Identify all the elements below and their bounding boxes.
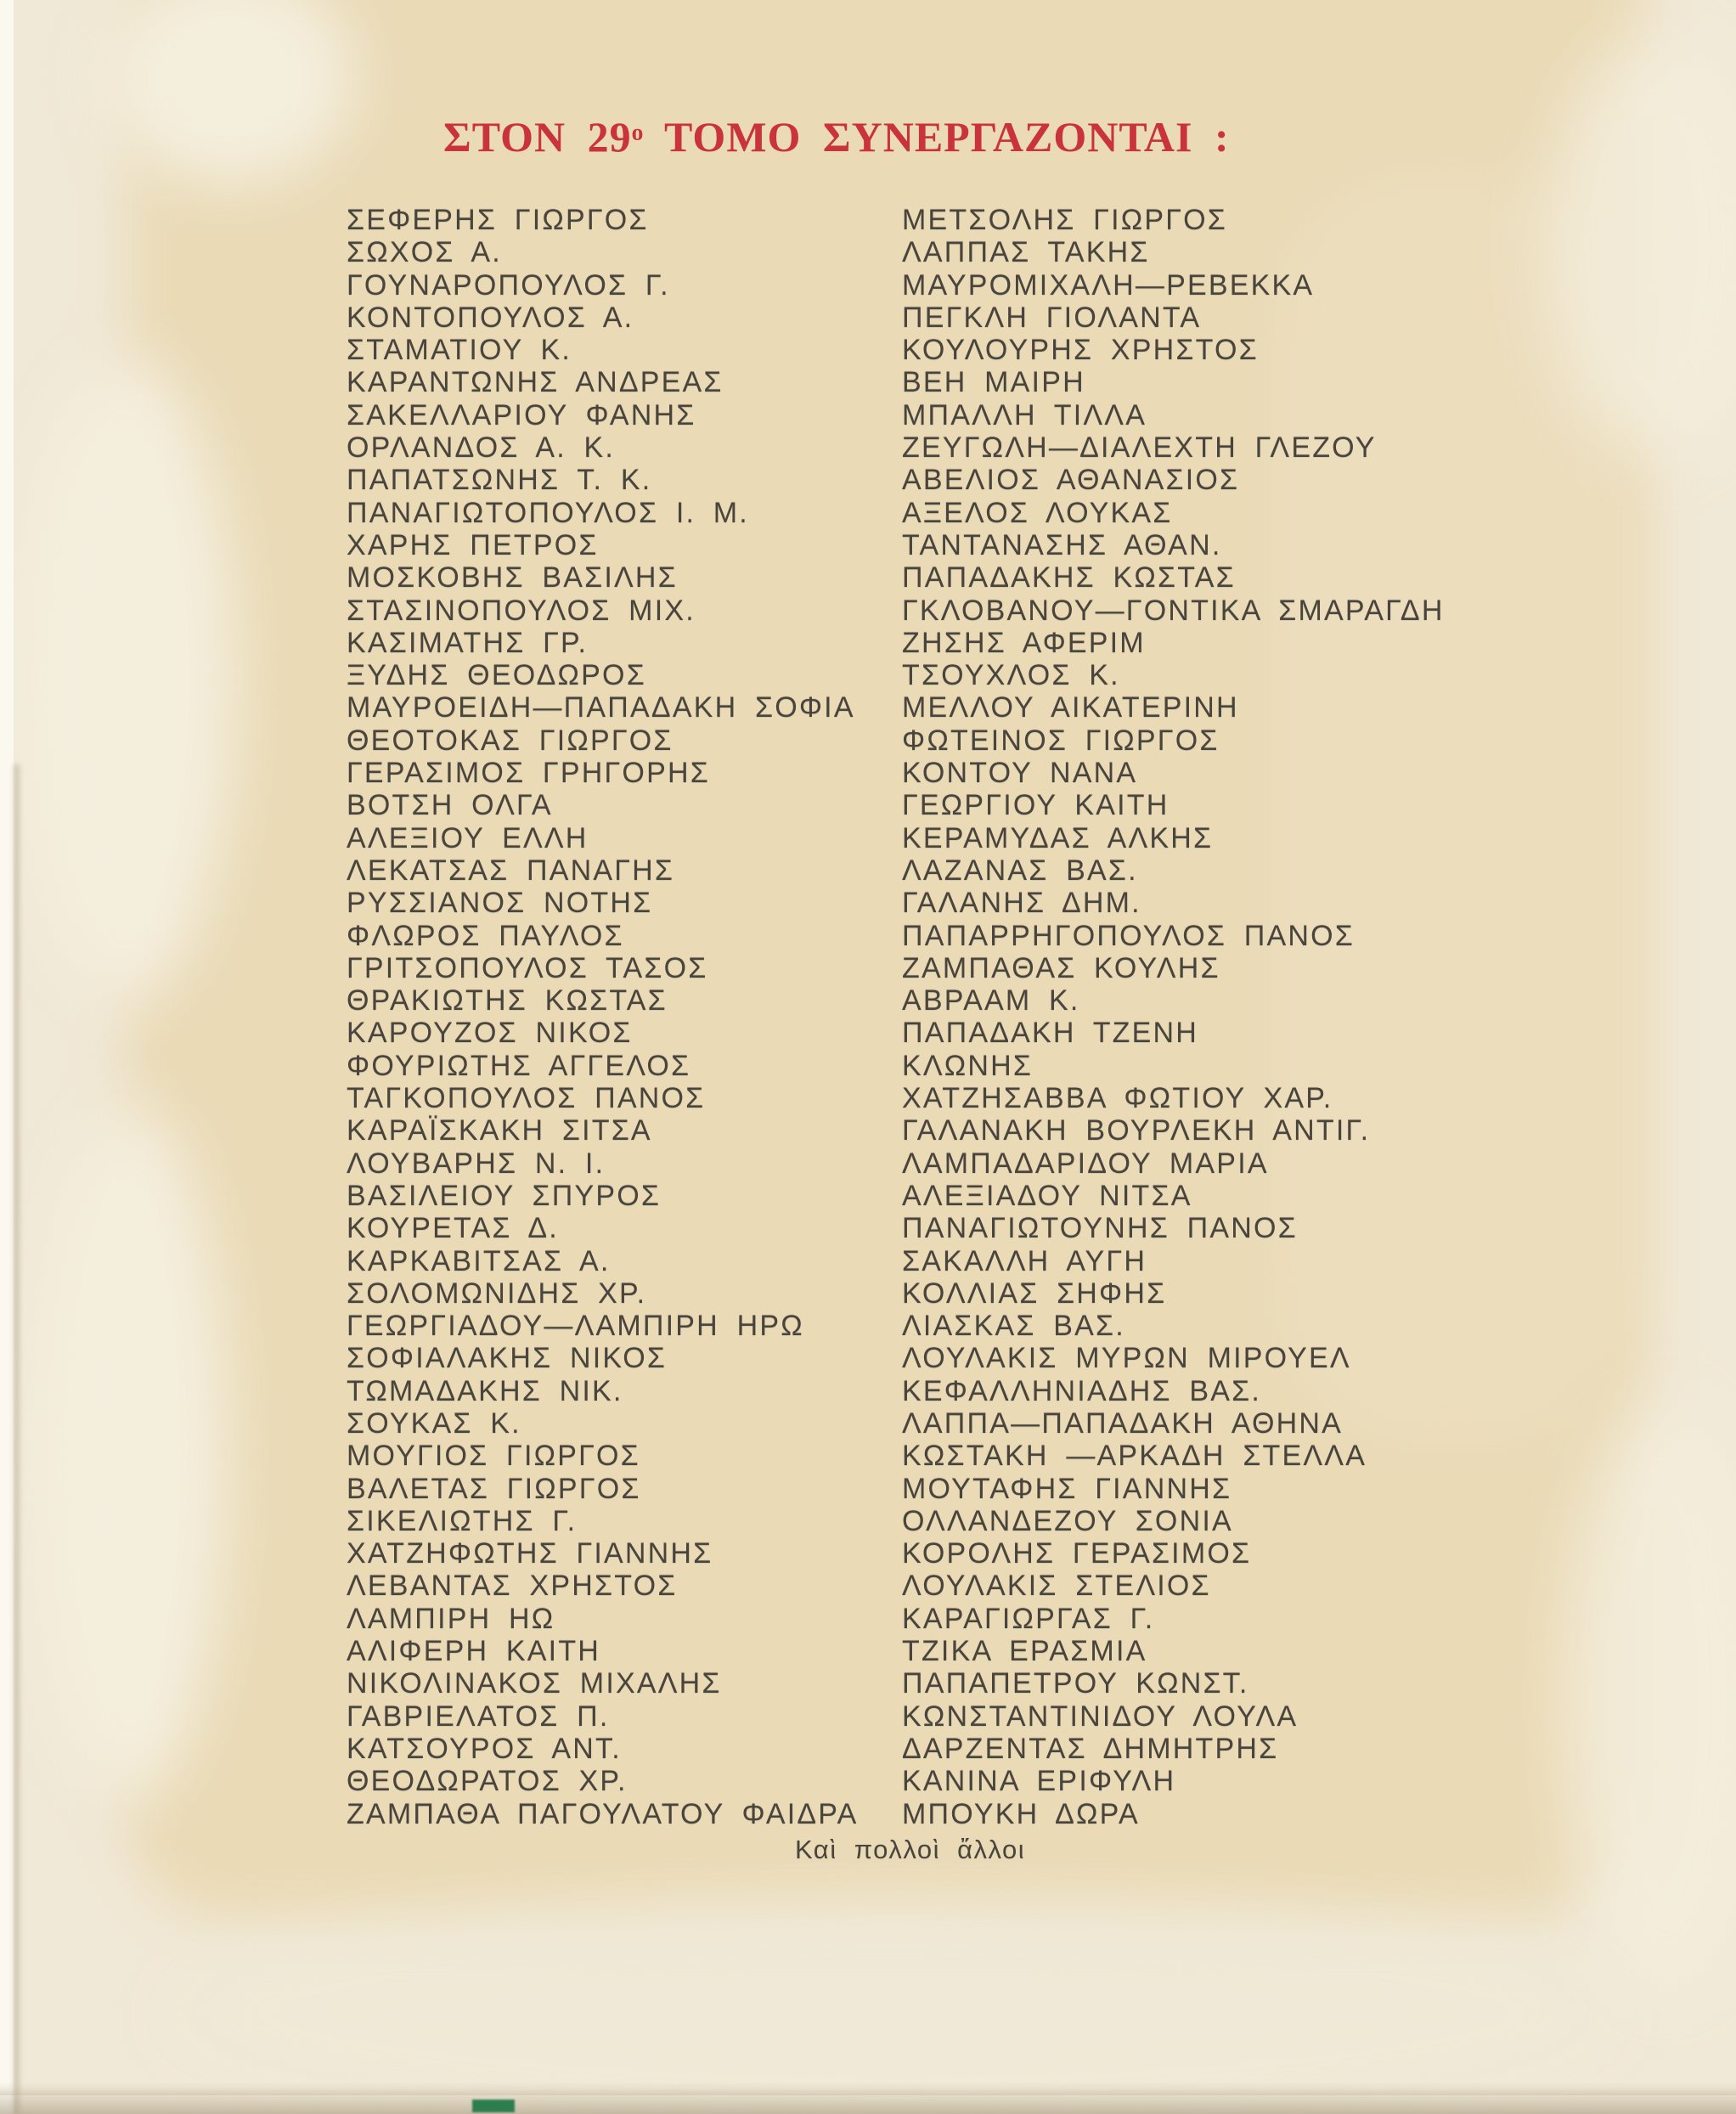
contributor-name: ΖΑΜΠΑΘΑΣ ΚΟΥΛΗΣ	[902, 951, 1220, 984]
contributor-name: ΚΩΣΤΑΚΗ —ΑΡΚΑΔΗ ΣΤΕΛΛΑ	[902, 1440, 1367, 1473]
contributor-name: ΞΥΔΗΣ ΘΕΟΔΩΡΟΣ	[347, 659, 646, 692]
contributor-name: ΠΑΠΑΤΣΩΝΗΣ Τ. Κ.	[347, 464, 652, 497]
contributor-name: ΖΕΥΓΩΛΗ—ΔΙΑΛΕΧΤΗ ΓΛΕΖΟΥ	[902, 431, 1377, 465]
contributor-name: ΣΙΚΕΛΙΩΤΗΣ Γ.	[347, 1504, 578, 1537]
contributor-name: ΛΕΒΑΝΤΑΣ ΧΡΗΣΤΟΣ	[347, 1570, 678, 1603]
contributor-name: ΓΑΛΑΝΗΣ ΔΗΜ.	[902, 887, 1141, 920]
contributor-name: ΔΑΡΖΕΝΤΑΣ ΔΗΜΗΤΡΗΣ	[902, 1732, 1279, 1765]
contributor-name: ΚΑΣΙΜΑΤΗΣ ΓΡ.	[347, 626, 589, 659]
contributor-name: ΚΟΥΡΕΤΑΣ Δ.	[347, 1212, 559, 1245]
page-title	[443, 112, 1230, 161]
contributor-name: ΑΞΕΛΟΣ ΛΟΥΚΑΣ	[902, 496, 1173, 529]
contributor-name: ΚΑΤΣΟΥΡΟΣ ΑΝΤ.	[347, 1732, 622, 1765]
contributor-name: ΚΛΩΝΗΣ	[902, 1049, 1034, 1082]
contributor-name: ΦΩΤΕΙΝΟΣ ΓΙΩΡΓΟΣ	[902, 724, 1220, 757]
contributors-column-left	[347, 204, 859, 1830]
contributor-name: ΜΕΛΛΟΥ ΑΙΚΑΤΕΡΙΝΗ	[902, 691, 1239, 724]
contributor-name: ΠΑΝΑΓΙΩΤΟΠΟΥΛΟΣ Ι. Μ.	[347, 496, 749, 529]
paper-light-patch	[34, 1104, 229, 1801]
contributor-name: ΣΤΑΣΙΝΟΠΟΥΛΟΣ ΜΙΧ.	[347, 594, 696, 627]
contributor-name: ΧΑΤΖΗΣΑΒΒΑ ΦΩΤΙΟΥ ΧΑΡ.	[902, 1082, 1333, 1115]
contributor-name: ΑΛΕΞΙΟΥ ΕΛΛΗ	[347, 821, 589, 854]
contributor-name: ΚΑΝΙΝΑ ΕΡΙΦΥΛΗ	[902, 1765, 1176, 1798]
contributor-name: ΘΡΑΚΙΩΤΗΣ ΚΩΣΤΑΣ	[347, 984, 668, 1018]
contributor-name: ΚΟΡΟΛΗΣ ΓΕΡΑΣΙΜΟΣ	[902, 1537, 1252, 1570]
title-suffix: ΤΟΜΟ ΣΥΝΕΡΓΑΖΟΝΤΑΙ :	[643, 113, 1230, 161]
contributor-name: ΘΕΟΤΟΚΑΣ ΓΙΩΡΓΟΣ	[347, 724, 674, 757]
paper-light-patch	[17, 357, 238, 1002]
contributor-name: ΣΕΦΕΡΗΣ ΓΙΩΡΓΟΣ	[347, 204, 649, 236]
contributor-name: ΛΕΚΑΤΣΑΣ ΠΑΝΑΓΗΣ	[347, 854, 675, 887]
title-ordinal: ο	[631, 118, 644, 145]
footer-note: Καὶ πολλοὶ ἄλλοι	[795, 1835, 1026, 1864]
contributor-name: ΛΑΜΠΑΔΑΡΙΔΟΥ ΜΑΡΙΑ	[902, 1147, 1269, 1180]
contributor-name: ΒΑΛΕΤΑΣ ΓΙΩΡΓΟΣ	[347, 1472, 641, 1505]
contributor-name: ΚΑΡΚΑΒΙΤΣΑΣ Α.	[347, 1244, 611, 1277]
contributor-name: ΜΕΤΣΟΛΗΣ ΓΙΩΡΓΟΣ	[902, 204, 1228, 236]
contributor-name: ΚΟΝΤΟΠΟΥΛΟΣ Α.	[347, 301, 634, 334]
contributor-name: ΑΒΡΑΑΜ Κ.	[902, 984, 1080, 1018]
contributor-name: ΤΩΜΑΔΑΚΗΣ ΝΙΚ.	[347, 1374, 623, 1407]
contributors-column-right	[902, 204, 1445, 1830]
contributor-name: ΠΑΠΑΔΑΚΗ ΤΖΕΝΗ	[902, 1017, 1199, 1050]
contributor-name: ΝΙΚΟΛΙΝΑΚΟΣ ΜΙΧΑΛΗΣ	[347, 1667, 722, 1700]
contributor-name: ΤΣΟΥΧΛΟΣ Κ.	[902, 659, 1120, 692]
contributor-name: ΚΟΝΤΟΥ ΝΑΝΑ	[902, 757, 1138, 790]
contributor-name: ΓΟΥΝΑΡΟΠΟΥΛΟΣ Γ.	[347, 268, 670, 302]
contributor-name: ΣΑΚΕΛΛΑΡΙΟΥ ΦΑΝΗΣ	[347, 398, 696, 431]
contributor-name: ΒΕΗ ΜΑΙΡΗ	[902, 366, 1085, 399]
contributor-name: ΠΑΠΑΠΕΤΡΟΥ ΚΩΝΣΤ.	[902, 1667, 1249, 1700]
contributor-name: ΜΑΥΡΟΜΙΧΑΛΗ—ΡΕΒΕΚΚΑ	[902, 268, 1315, 302]
contributor-name: ΤΑΓΚΟΠΟΥΛΟΣ ΠΑΝΟΣ	[347, 1082, 706, 1115]
contributor-name: ΛΑΜΠΙΡΗ ΗΩ	[347, 1602, 555, 1635]
contributor-name: ΤΖΙΚΑ ΕΡΑΣΜΙΑ	[902, 1635, 1147, 1668]
contributor-name: ΛΙΑΣΚΑΣ ΒΑΣ.	[902, 1310, 1125, 1343]
contributor-name: ΓΑΛΑΝΑΚΗ ΒΟΥΡΛΕΚΗ ΑΝΤΙΓ.	[902, 1114, 1371, 1147]
contributor-name: ΧΑΡΗΣ ΠΕΤΡΟΣ	[347, 528, 599, 561]
contributor-name: ΚΕΡΑΜΥΔΑΣ ΑΛΚΗΣ	[902, 821, 1214, 854]
contributor-name: ΣΑΚΑΛΛΗ ΑΥΓΗ	[902, 1244, 1147, 1277]
contributor-name: ΚΟΛΛΙΑΣ ΣΗΦΗΣ	[902, 1277, 1167, 1310]
contributor-name: ΟΡΛΑΝΔΟΣ Α. Κ.	[347, 431, 616, 465]
contributor-name: ΠΕΓΚΛΗ ΓΙΟΛΑΝΤΑ	[902, 301, 1202, 334]
title-prefix: ΣΤΟΝ 29	[443, 113, 632, 161]
contributor-name: ΣΟΦΙΑΛΑΚΗΣ ΝΙΚΟΣ	[347, 1342, 668, 1375]
contributor-name: ΚΑΡΑΓΙΩΡΓΑΣ Γ.	[902, 1602, 1155, 1635]
contributor-name: ΦΛΩΡΟΣ ΠΑΥΛΟΣ	[347, 919, 624, 952]
contributor-name: ΑΒΕΛΙΟΣ ΑΘΑΝΑΣΙΟΣ	[902, 464, 1240, 497]
contributor-name: ΚΑΡΑΪΣΚΑΚΗ ΣΙΤΣΑ	[347, 1114, 652, 1147]
contributor-name: ΣΟΛΟΜΩΝΙΔΗΣ ΧΡ.	[347, 1277, 647, 1310]
contributor-name: ΘΕΟΔΩΡΑΤΟΣ ΧΡ.	[347, 1765, 628, 1798]
contributor-name: ΤΑΝΤΑΝΑΣΗΣ ΑΘΑΝ.	[902, 528, 1222, 561]
contributor-name: ΖΑΜΠΑΘΑ ΠΑΓΟΥΛΑΤΟΥ ΦΑΙΔΡΑ	[347, 1797, 859, 1830]
contributor-name: ΚΕΦΑΛΛΗΝΙΑΔΗΣ ΒΑΣ.	[902, 1374, 1261, 1407]
contributor-name: ΜΟΣΚΟΒΗΣ ΒΑΣΙΛΗΣ	[347, 561, 678, 595]
contributor-name: ΒΑΣΙΛΕΙΟΥ ΣΠΥΡΟΣ	[347, 1179, 662, 1212]
page-bottom-shadow	[0, 2089, 1736, 2114]
contributor-name: ΧΑΤΖΗΦΩΤΗΣ ΓΙΑΝΝΗΣ	[347, 1537, 713, 1570]
contributor-name: ΑΛΙΦΕΡΗ ΚΑΙΤΗ	[347, 1635, 601, 1668]
contributor-name: ΓΡΙΤΣΟΠΟΥΛΟΣ ΤΑΣΟΣ	[347, 951, 708, 984]
contributor-name: ΚΟΥΛΟΥΡΗΣ ΧΡΗΣΤΟΣ	[902, 334, 1259, 367]
contributor-name: ΣΤΑΜΑΤΙΟΥ Κ.	[347, 334, 572, 367]
contributor-name: ΣΩΧΟΣ Α.	[347, 236, 502, 269]
contributor-name: ΜΟΥΓΙΟΣ ΓΙΩΡΓΟΣ	[347, 1440, 640, 1473]
contributor-name: ΛΟΥΛΑΚΙΣ ΣΤΕΛΙΟΣ	[902, 1570, 1211, 1603]
scan-edge-shadow	[14, 764, 20, 2114]
contributor-name: ΓΕΩΡΓΙΟΥ ΚΑΙΤΗ	[902, 789, 1170, 822]
contributor-name: ΠΑΝΑΓΙΩΤΟΥΝΗΣ ΠΑΝΟΣ	[902, 1212, 1298, 1245]
contributor-name: ΓΑΒΡΙΕΛΑΤΟΣ Π.	[347, 1700, 610, 1733]
contributor-name: ΚΩΝΣΤΑΝΤΙΝΙΔΟΥ ΛΟΥΛΑ	[902, 1700, 1299, 1733]
contributor-name: ΛΑΠΠΑ—ΠΑΠΑΔΑΚΗ ΑΘΗΝΑ	[902, 1407, 1344, 1440]
contributor-name: ΓΕΡΑΣΙΜΟΣ ΓΡΗΓΟΡΗΣ	[347, 757, 710, 790]
contributor-name: ΜΟΥΤΑΦΗΣ ΓΙΑΝΝΗΣ	[902, 1472, 1232, 1505]
contributor-name: ΡΥΣΣΙΑΝΟΣ ΝΟΤΗΣ	[347, 887, 653, 920]
contributor-name: ΛΑΖΑΝΑΣ ΒΑΣ.	[902, 854, 1138, 887]
contributor-name: ΛΑΠΠΑΣ ΤΑΚΗΣ	[902, 236, 1150, 269]
contributor-name: ΓΚΛΟΒΑΝΟΥ—ΓΟΝΤΙΚΑ ΣΜΑΡΑΓΔΗ	[902, 594, 1445, 627]
contributor-name: ΛΟΥΛΑΚΙΣ ΜΥΡΩΝ ΜΙΡΟΥΕΛ	[902, 1342, 1351, 1375]
contributor-name: ΚΑΡΑΝΤΩΝΗΣ ΑΝΔΡΕΑΣ	[347, 366, 724, 399]
contributor-name: ΓΕΩΡΓΙΑΔΟΥ—ΛΑΜΠΙΡΗ ΗΡΩ	[347, 1310, 804, 1343]
contributor-name: ΜΑΥΡΟΕΙΔΗ—ΠΑΠΑΔΑΚΗ ΣΟΦΙΑ	[347, 691, 855, 724]
scan-edge	[0, 0, 14, 2114]
contributor-name: ΦΟΥΡΙΩΤΗΣ ΑΓΓΕΛΟΣ	[347, 1049, 691, 1082]
contributor-name: ΜΠΟΥΚΗ ΔΩΡΑ	[902, 1797, 1140, 1830]
contributor-name: ΜΠΑΛΛΗ ΤΙΛΛΑ	[902, 398, 1147, 431]
contributor-name: ΠΑΠΑΡΡΗΓΟΠΟΥΛΟΣ ΠΑΝΟΣ	[902, 919, 1355, 952]
contributor-name: ΑΛΕΞΙΑΔΟΥ ΝΙΤΣΑ	[902, 1179, 1192, 1212]
contributor-name: ΛΟΥΒΑΡΗΣ Ν. Ι.	[347, 1147, 606, 1180]
contributor-name: ΚΑΡΟΥΖΟΣ ΝΙΚΟΣ	[347, 1017, 633, 1050]
contributor-name: ΠΑΠΑΔΑΚΗΣ ΚΩΣΤΑΣ	[902, 561, 1236, 595]
contributor-name: ΖΗΣΗΣ ΑΦΕΡΙΜ	[902, 626, 1146, 659]
contributor-name: ΟΛΛΑΝΔΕΖΟΥ ΣΟΝΙΑ	[902, 1504, 1233, 1537]
contributor-name: ΒΟΤΣΗ ΟΛΓΑ	[347, 789, 553, 822]
green-ink-mark	[472, 2100, 515, 2112]
contributor-name: ΣΟΥΚΑΣ Κ.	[347, 1407, 521, 1440]
